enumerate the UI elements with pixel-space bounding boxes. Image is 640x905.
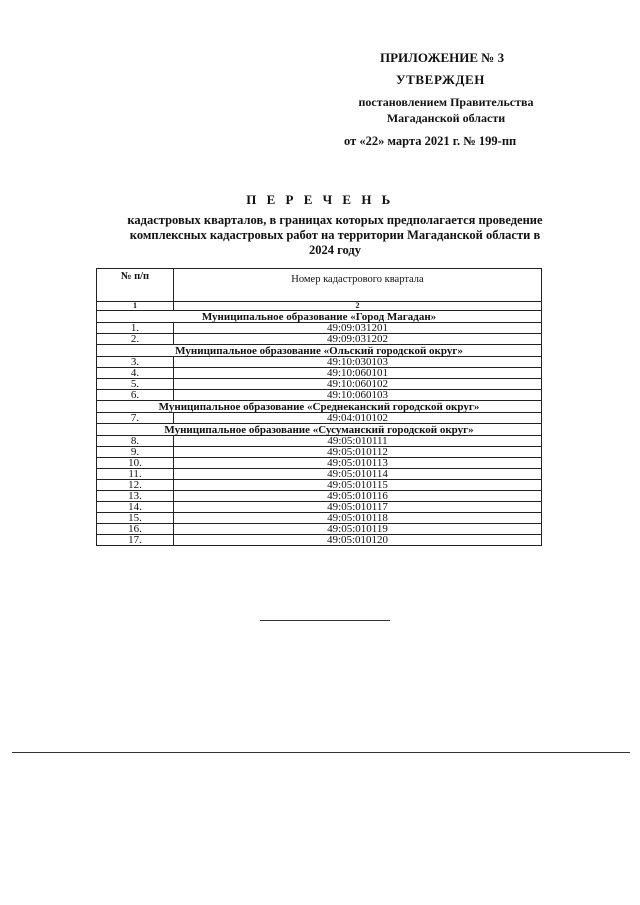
row-number: 7. (97, 413, 174, 424)
cadastral-quarter-number: 49:05:010112 (174, 447, 542, 458)
document-subtitle: кадастровых кварталов, в границах которых предполагается проведение комплексных кадастровых работ на территории Магаданской области в 2024 году (127, 213, 543, 257)
row-number: 11. (97, 469, 174, 480)
cadastral-quarter-number: 49:05:010119 (174, 524, 542, 535)
table-row (97, 368, 542, 379)
table-row (97, 491, 542, 502)
row-number: 6. (97, 390, 174, 401)
cadastral-quarter-number: 49:05:010113 (174, 458, 542, 469)
table-row (97, 502, 542, 513)
approved-label: УТВЕРЖДЕН (396, 72, 486, 87)
municipality-name: Муниципальное образование «Город Магадан» (97, 311, 542, 323)
table-row (97, 447, 542, 458)
row-number: 12. (97, 480, 174, 491)
municipality-name: Муниципальное образование «Среднеканский городской округ» (97, 401, 542, 413)
table-row (97, 469, 542, 480)
cadastral-quarter-number: 49:10:030103 (174, 357, 542, 368)
cadastral-quarter-number: 49:09:031201 (174, 323, 542, 334)
row-number: 1. (97, 323, 174, 334)
decree-date: от «22» марта 2021 г. № 199-пп (344, 134, 517, 148)
col-quarter-header: Номер кадастрового квартала (174, 269, 542, 302)
cadastral-quarter-number: 49:05:010120 (174, 535, 542, 546)
row-number: 14. (97, 502, 174, 513)
group-header-row (97, 424, 542, 436)
row-number: 16. (97, 524, 174, 535)
table-header-row (97, 269, 542, 302)
group-header-row (97, 345, 542, 357)
decree-reference: постановлением Правительства Магаданской области (358, 95, 534, 125)
cadastral-quarter-number: 49:10:060101 (174, 368, 542, 379)
cadastral-quarter-number: 49:05:010117 (174, 502, 542, 513)
table-row (97, 535, 542, 546)
row-number: 5. (97, 379, 174, 390)
table-row (97, 436, 542, 447)
table-body (97, 269, 542, 546)
end-of-list-divider (260, 620, 390, 621)
cadastral-quarter-number: 49:05:010118 (174, 513, 542, 524)
row-number: 9. (97, 447, 174, 458)
cadastral-quarter-number: 49:05:010115 (174, 480, 542, 491)
cadastral-quarter-number: 49:09:031202 (174, 334, 542, 345)
row-number: 2. (97, 334, 174, 345)
table-row (97, 357, 542, 368)
cadastral-quarter-number: 49:05:010111 (174, 436, 542, 447)
table-row (97, 379, 542, 390)
row-number: 8. (97, 436, 174, 447)
group-header-row (97, 401, 542, 413)
annex-number: ПРИЛОЖЕНИЕ № 3 (380, 50, 505, 65)
col-number-index: 1 (97, 302, 174, 311)
col-number-header: № п/п (97, 269, 174, 302)
table-row (97, 524, 542, 535)
row-number: 15. (97, 513, 174, 524)
table-row (97, 480, 542, 491)
col-quarter-index: 2 (174, 302, 542, 311)
cadastral-quarter-number: 49:05:010116 (174, 491, 542, 502)
row-number: 4. (97, 368, 174, 379)
municipality-name: Муниципальное образование «Сусуманский городской округ» (97, 424, 542, 436)
cadastral-quarters-table (96, 268, 542, 546)
document-title: П Е Р Е Ч Е Н Ь (246, 192, 394, 207)
row-number: 13. (97, 491, 174, 502)
table-row (97, 390, 542, 401)
table-row (97, 458, 542, 469)
group-header-row (97, 311, 542, 323)
page-footer-divider (12, 752, 630, 753)
row-number: 10. (97, 458, 174, 469)
table-row (97, 323, 542, 334)
table-index-row (97, 302, 542, 311)
table-row (97, 513, 542, 524)
table-row (97, 334, 542, 345)
cadastral-quarter-number: 49:04:010102 (174, 413, 542, 424)
cadastral-quarter-number: 49:10:060103 (174, 390, 542, 401)
cadastral-quarter-number: 49:10:060102 (174, 379, 542, 390)
cadastral-quarter-number: 49:05:010114 (174, 469, 542, 480)
row-number: 3. (97, 357, 174, 368)
table-row (97, 413, 542, 424)
municipality-name: Муниципальное образование «Ольский городской округ» (97, 345, 542, 357)
row-number: 17. (97, 535, 174, 546)
